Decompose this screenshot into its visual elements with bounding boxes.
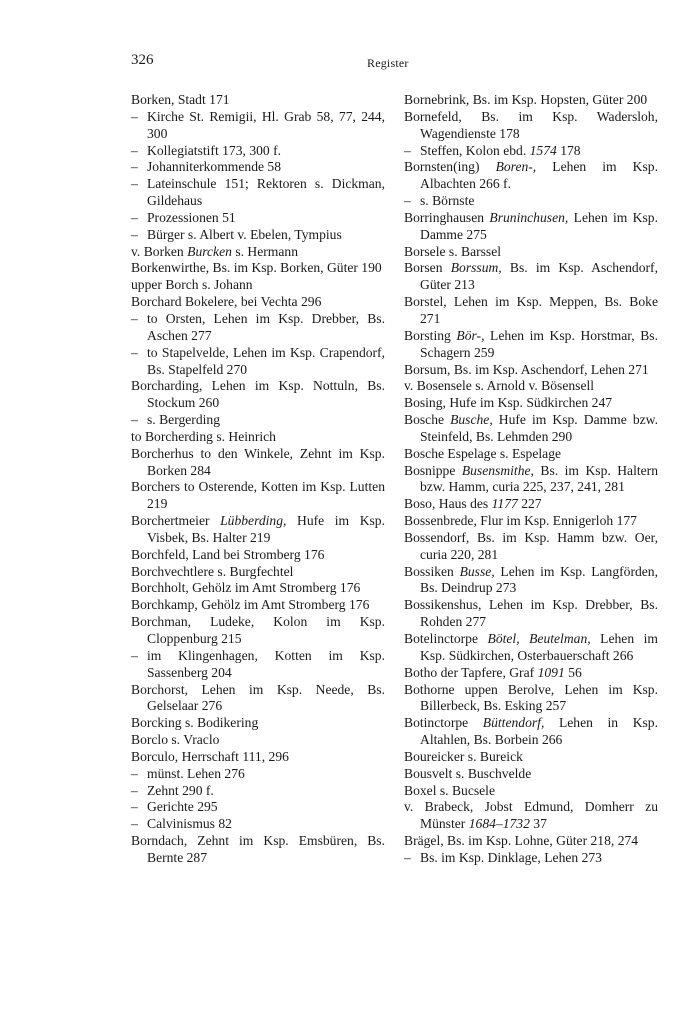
page-number: 326 xyxy=(131,52,154,68)
entry-text: Bosnippe xyxy=(404,462,462,478)
entry-text: Boureicker s. Bureick xyxy=(404,748,523,764)
index-entry xyxy=(404,395,658,412)
index-entry xyxy=(404,766,658,783)
entry-text: Bossendorf, Bs. im Ksp. Hamm bzw. Oer, curia 220, 281 xyxy=(404,529,658,562)
entry-text: 178 xyxy=(556,142,581,158)
index-subentry xyxy=(131,412,385,429)
entry-text: Calvinismus 82 xyxy=(147,816,232,832)
index-subentry xyxy=(131,766,385,783)
index-subentry xyxy=(131,799,385,816)
index-subentry xyxy=(131,783,385,800)
index-subentry xyxy=(131,227,385,244)
entry-variant-italic: Bötel, Beutelman, xyxy=(487,631,591,646)
entry-text: Bossiken xyxy=(404,563,460,579)
entry-text: Borchman, Ludeke, Kolon im Ksp. Cloppenburg 215 xyxy=(131,614,385,646)
running-head: Register xyxy=(367,56,409,70)
entry-text: Bosche xyxy=(404,412,451,428)
entry-text: Bousvelt s. Buschvelde xyxy=(404,765,532,781)
entry-text: Borringhausen xyxy=(404,209,490,225)
entry-variant-italic: Burcken xyxy=(187,243,232,259)
entry-text: Bothorne uppen Berolve, Lehen im Ksp. Billerbeck, Bs. Esking 257 xyxy=(404,681,658,714)
entry-text: Bornsten(ing) xyxy=(404,159,496,175)
entry-text: Borchfeld, Land bei Stromberg 176 xyxy=(131,546,325,562)
index-column-left xyxy=(131,92,385,867)
index-subentry xyxy=(404,193,658,210)
entry-text: Botelinctorpe xyxy=(404,631,488,646)
index-entry xyxy=(404,496,658,513)
index-entry xyxy=(131,479,385,513)
entry-text: Borken, Stadt 171 xyxy=(131,92,230,107)
index-subentry xyxy=(131,109,385,143)
entry-text: Boso, Haus des xyxy=(404,496,492,512)
index-subentry xyxy=(131,311,385,345)
entry-text: Borsen xyxy=(404,260,451,276)
index-entry xyxy=(131,833,385,867)
entry-text: Borculo, Herrschaft 111, 296 xyxy=(131,748,289,764)
entry-text: Bornefeld, Bs. im Ksp. Wadersloh, Wagendienste 178 xyxy=(404,108,658,141)
entry-text: Hufe im Ksp. Damme bzw. Steinfeld, Bs. Lehmden 290 xyxy=(420,412,659,444)
index-entry xyxy=(404,564,658,598)
index-entry xyxy=(404,715,658,749)
entry-text: v. Borken xyxy=(131,243,188,259)
entry-variant-italic: Büttendorf, xyxy=(482,715,545,731)
entry-text: Borchers to Osterende, Kotten im Ksp. Lutten 219 xyxy=(131,479,385,512)
index-entry xyxy=(404,412,658,446)
entry-text: Bornebrink, Bs. im Ksp. Hopsten, Güter 200 xyxy=(404,92,648,107)
index-entry xyxy=(131,732,385,749)
entry-text: Boxel s. Bucsele xyxy=(404,782,495,798)
index-entry xyxy=(404,783,658,800)
index-entry xyxy=(404,328,658,362)
index-subentry xyxy=(404,143,658,160)
index-entry xyxy=(131,614,385,648)
index-entry xyxy=(131,749,385,766)
entry-variant-italic: Bruninchusen, xyxy=(489,209,569,225)
entry-text: Hufe im Ksp. Visbek, Bs. Halter 219 xyxy=(147,513,385,545)
entry-text: Borcharding, Lehen im Ksp. Nottuln, Bs. Stockum 260 xyxy=(131,378,385,411)
index-entry xyxy=(404,749,658,766)
entry-text: Bossenbrede, Flur im Ksp. Ennigerloh 177 xyxy=(404,513,637,529)
index-entry xyxy=(404,92,658,109)
index-entry xyxy=(131,378,385,412)
index-entry xyxy=(404,446,658,463)
entry-text: Lehen in Ksp. Altahlen, Bs. Borbein 266 xyxy=(420,715,659,748)
entry-variant-italic: Borssum, xyxy=(450,260,502,276)
entry-variant-italic: Lübberding, xyxy=(220,513,287,529)
index-subentry xyxy=(131,648,385,682)
entry-text: Borsting xyxy=(404,327,457,343)
entry-text: Borsele s. Barssel xyxy=(404,243,502,259)
index-entry xyxy=(404,530,658,564)
index-entry xyxy=(131,513,385,547)
index-entry xyxy=(131,580,385,597)
index-entry xyxy=(131,547,385,564)
entry-text: Kollegiatstift 173, 300 f. xyxy=(147,142,282,158)
entry-text: Bs. im Ksp. Haltern bzw. Hamm, curia 225, 237, 241, 281 xyxy=(420,462,658,495)
entry-text: Prozessionen 51 xyxy=(147,209,236,225)
entry-text: Borcherhus to den Winkele, Zehnt im Ksp. Borken 284 xyxy=(131,445,385,478)
entry-text: Bossikenshus, Lehen im Ksp. Drebber, Bs. Rohden 277 xyxy=(404,597,658,630)
index-entry xyxy=(131,294,385,311)
entry-variant-italic: 1091 xyxy=(537,664,565,680)
entry-text: 227 xyxy=(517,496,542,512)
entry-variant-italic: 1684–1732 xyxy=(468,816,530,832)
index-entry xyxy=(404,159,658,193)
entry-text: Johanniterkommende 58 xyxy=(147,159,282,175)
index-entry xyxy=(404,799,658,833)
entry-text: Borcking s. Bodikering xyxy=(131,715,259,731)
entry-text: Lehen im Ksp. Südkirchen, Osterbauerschaft 266 xyxy=(420,631,659,663)
entry-text: Borstel, Lehen im Ksp. Meppen, Bs. Boke 271 xyxy=(404,294,658,326)
entry-text: Zehnt 290 f. xyxy=(147,782,214,798)
index-entry xyxy=(404,631,658,665)
entry-text: Borchorst, Lehen im Ksp. Neede, Bs. Gelselaar 276 xyxy=(131,681,385,714)
entry-text: Borchertmeier xyxy=(131,513,221,529)
entry-text: to Borcherding s. Heinrich xyxy=(131,428,276,444)
entry-text: Borchvechtlere s. Burgfechtel xyxy=(131,563,294,579)
entry-text: Bosche Espelage s. Espelage xyxy=(404,445,562,461)
entry-variant-italic: 1177 xyxy=(491,496,518,512)
entry-text: upper Borch s. Johann xyxy=(131,277,253,293)
index-subentry xyxy=(131,345,385,379)
entry-text: s. Bergerding xyxy=(147,412,220,428)
entry-text: Lehen im Ksp. Damme 275 xyxy=(420,209,658,242)
index-subentry xyxy=(131,159,385,176)
entry-text: Kirche St. Remigii, Hl. Grab 58, 77, 244, 300 xyxy=(147,108,385,141)
entry-text: Borndach, Zehnt im Ksp. Emsbüren, Bs. Bernte 287 xyxy=(131,833,385,865)
entry-variant-italic: Busse, xyxy=(459,563,495,579)
index-subentry xyxy=(404,850,658,867)
index-entry xyxy=(131,446,385,480)
index-subentry xyxy=(131,176,385,210)
entry-variant-italic: Busche, xyxy=(450,412,493,428)
index-entry xyxy=(131,682,385,716)
entry-text: Lateinschule 151; Rektoren s. Dickman, Gildehaus xyxy=(147,176,385,209)
entry-text: Borkenwirthe, Bs. im Ksp. Borken, Güter 190 xyxy=(131,260,382,276)
index-column-right xyxy=(404,92,658,867)
entry-text: to Stapelvelde, Lehen im Ksp. Crapendorf, Bs. Stapelfeld 270 xyxy=(147,344,385,377)
index-subentry xyxy=(131,143,385,160)
index-entry xyxy=(404,210,658,244)
entry-text: Bosing, Hufe im Ksp. Südkirchen 247 xyxy=(404,395,613,411)
index-entry xyxy=(404,260,658,294)
index-entry xyxy=(404,833,658,850)
entry-text: Lehen im Ksp. Langförden, Bs. Deindrup 273 xyxy=(420,563,658,596)
entry-text: Botinctorpe xyxy=(404,715,483,731)
entry-variant-italic: Bör-, xyxy=(456,327,485,343)
entry-text: Borchholt, Gehölz im Amt Stromberg 176 xyxy=(131,580,361,596)
entry-text: 56 xyxy=(564,664,582,680)
entry-text: 37 xyxy=(529,816,547,832)
entry-text: Lehen im Ksp. Horstmar, Bs. Schagern 259 xyxy=(420,327,658,360)
entry-text: s. Hermann xyxy=(231,243,299,259)
entry-variant-italic: Boren-, xyxy=(495,159,537,175)
index-entry xyxy=(131,597,385,614)
entry-text: Bs. im Ksp. Dinklage, Lehen 273 xyxy=(420,849,602,865)
entry-text: Borsum, Bs. im Ksp. Aschendorf, Lehen 271 xyxy=(404,361,649,377)
index-entry xyxy=(131,277,385,294)
index-entry xyxy=(404,463,658,497)
index-entry xyxy=(131,564,385,581)
entry-text: Gerichte 295 xyxy=(147,799,218,815)
index-entry xyxy=(131,92,385,109)
entry-text: münst. Lehen 276 xyxy=(147,765,245,781)
entry-variant-italic: 1574 xyxy=(529,142,557,158)
entry-text: Borclo s. Vraclo xyxy=(131,732,220,748)
entry-text: Botho der Tapfere, Graf xyxy=(404,664,538,680)
index-entry xyxy=(404,513,658,530)
entry-text: v. Brabeck, Jobst Edmund, Domherr zu Münster xyxy=(404,799,658,832)
entry-text: im Klingenhagen, Kotten im Ksp. Sassenberg 204 xyxy=(147,647,385,680)
entry-text: s. Börnste xyxy=(420,193,475,209)
entry-text: Steffen, Kolon ebd. xyxy=(420,142,530,158)
index-entry xyxy=(404,682,658,716)
entry-text: to Orsten, Lehen im Ksp. Drebber, Bs. Aschen 277 xyxy=(147,310,385,343)
index-entry xyxy=(131,429,385,446)
index-entry xyxy=(404,109,658,143)
entry-text: v. Bosensele s. Arnold v. Bösensell xyxy=(404,378,595,394)
entry-text: Bs. im Ksp. Aschendorf, Güter 213 xyxy=(420,260,658,293)
index-entry xyxy=(404,244,658,261)
index-subentry xyxy=(131,210,385,227)
index-entry xyxy=(131,244,385,261)
index-entry xyxy=(131,260,385,277)
index-entry xyxy=(404,362,658,379)
index-subentry xyxy=(131,816,385,833)
index-entry xyxy=(131,715,385,732)
index-entry xyxy=(404,294,658,328)
entry-text: Lehen im Ksp. Albachten 266 f. xyxy=(420,159,658,192)
entry-text: Bürger s. Albert v. Ebelen, Tympius xyxy=(147,226,342,242)
entry-text: Brägel, Bs. im Ksp. Lohne, Güter 218, 274 xyxy=(404,833,639,849)
index-entry xyxy=(404,378,658,395)
entry-text: Borchkamp, Gehölz im Amt Stromberg 176 xyxy=(131,597,370,613)
entry-text: Borchard Bokelere, bei Vechta 296 xyxy=(131,294,322,310)
index-entry xyxy=(404,665,658,682)
index-entry xyxy=(404,597,658,631)
entry-variant-italic: Busensmithe, xyxy=(461,462,534,478)
